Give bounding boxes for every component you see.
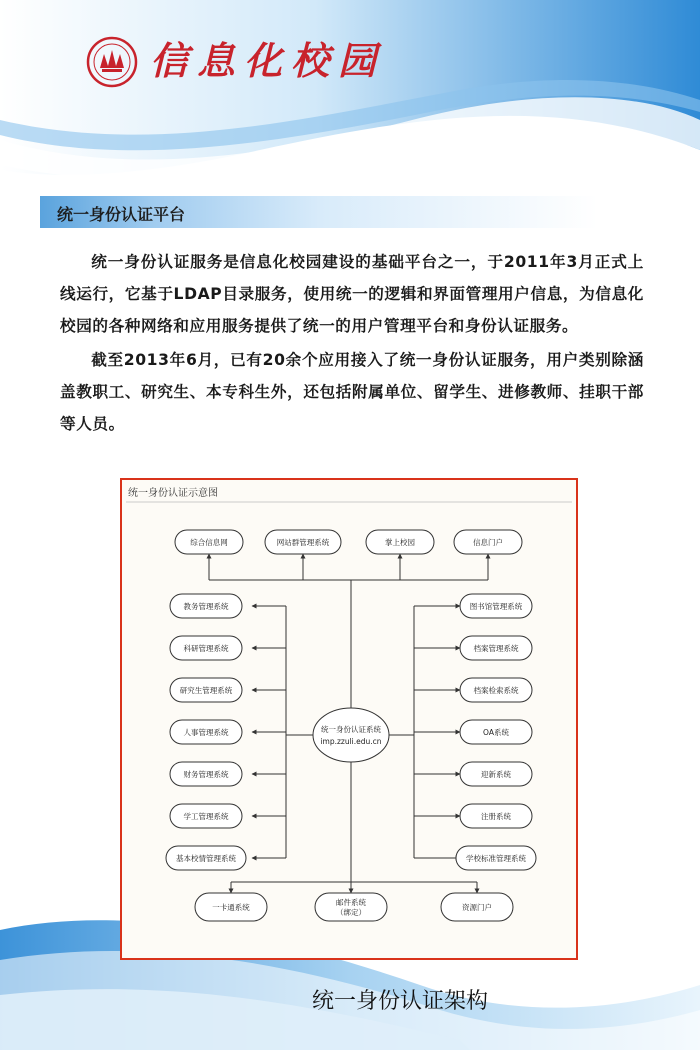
school-logo: [86, 36, 138, 88]
node-label: 资源门户: [462, 903, 492, 912]
top-node: [265, 530, 341, 554]
section-header: [40, 196, 660, 228]
left-node: [170, 720, 242, 744]
node-label: 教务管理系统: [183, 602, 229, 611]
node-label: OA系统: [483, 728, 509, 737]
right-node: [460, 720, 532, 744]
node-label: 学工管理系统: [183, 812, 229, 821]
center-label: 统一身份认证系统: [321, 725, 381, 734]
paragraph-status: 截至2013年6月，已有20余个应用接入了统一身份认证服务，用户类别除涵盖教职工、研究生、本专科生外，还包括附属单位、留学生、进修教师、挂职干部等人员。: [60, 351, 644, 433]
node-label: 学校标准管理系统: [466, 854, 526, 863]
right-node: [460, 636, 532, 660]
bottom-node: [441, 893, 513, 921]
node-label: 财务管理系统: [183, 770, 229, 779]
node-label: 档案管理系统: [473, 644, 519, 653]
right-node: [460, 594, 532, 618]
top-node: [175, 530, 243, 554]
diagram-title: 统一身份认证示意图: [128, 488, 218, 499]
figure-caption: 统一身份认证架构: [311, 989, 488, 1014]
left-node: [166, 846, 246, 870]
center-node: [313, 708, 389, 762]
left-node: [170, 678, 242, 702]
node-sublabel: （绑定）: [336, 908, 366, 917]
node-label: 科研管理系统: [183, 644, 229, 653]
left-node: [170, 636, 242, 660]
right-node: [460, 762, 532, 786]
left-node: [170, 762, 242, 786]
node-label: 注册系统: [481, 812, 511, 821]
node-label: 人事管理系统: [183, 728, 229, 737]
node-label: 综合信息网: [190, 538, 228, 547]
node-label: 图书馆管理系统: [469, 602, 523, 611]
node-label: 网站群管理系统: [276, 538, 330, 547]
node-label: 掌上校园: [385, 538, 415, 547]
left-node: [170, 594, 242, 618]
auth-diagram: [120, 478, 578, 960]
right-node: [460, 804, 532, 828]
paragraph-intro: 统一身份认证服务是信息化校园建设的基础平台之一，于2011年3月正式上线运行，它基于LDAP目录服务，使用统一的逻辑和界面管理用户信息，为信息化校园的各种网络和应用服务提供了统一的用户管理平台和身份认证服务。: [60, 253, 644, 335]
right-node: [456, 846, 536, 870]
section-title: 统一身份认证平台: [57, 205, 186, 224]
bottom-node: [315, 893, 387, 921]
bottom-node: [195, 893, 267, 921]
node-label: 档案检索系统: [473, 686, 519, 695]
node-label: 研究生管理系统: [179, 686, 233, 695]
node-label: 邮件系统: [336, 898, 366, 907]
diagram-canvas: [122, 480, 576, 958]
body-text: [60, 246, 644, 442]
right-node: [460, 678, 532, 702]
node-label: 一卡通系统: [212, 903, 250, 912]
node-label: 信息门户: [473, 538, 503, 547]
top-node: [454, 530, 522, 554]
node-label: 迎新系统: [481, 770, 511, 779]
top-node: [366, 530, 434, 554]
node-label: 基本校情管理系统: [176, 854, 236, 863]
brand-title: 信息化校园: [150, 38, 386, 83]
left-node: [170, 804, 242, 828]
center-url: imp.zzuli.edu.cn: [320, 737, 382, 746]
